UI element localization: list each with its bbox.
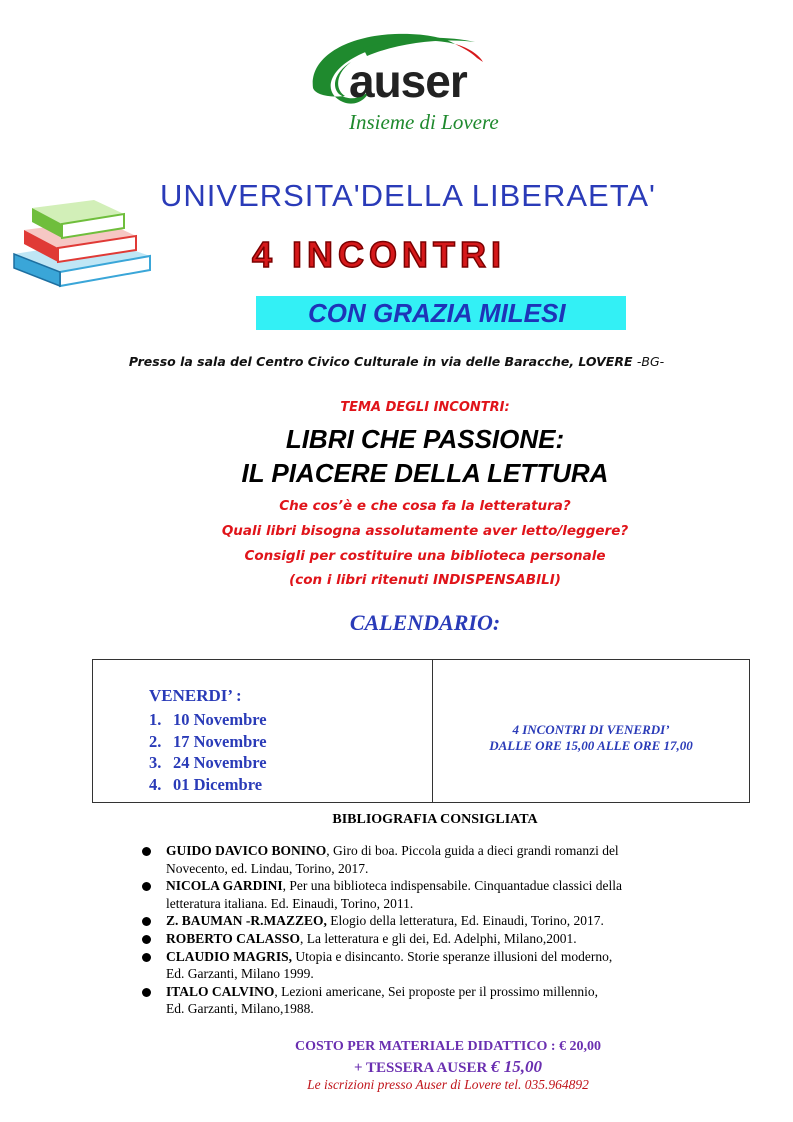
list-item: GUIDO DAVICO BONINO, Giro di boa. Piccola guida a dieci grandi romanzi del Novecento, ed. Lindau, Torino, 2017. bbox=[140, 842, 740, 877]
list-item: 2. 17 Novembre bbox=[149, 731, 267, 751]
theme-question: (con i libri ritenuti INDISPENSABILI) bbox=[289, 572, 561, 588]
bullet-icon bbox=[142, 953, 151, 962]
dates-list bbox=[149, 709, 267, 795]
theme-question: Consigli per costituire una biblioteca personale bbox=[244, 548, 606, 564]
day-label: VENERDI’ : bbox=[149, 686, 242, 705]
theme-question: Che cos’è e che cosa fa la letteratura? bbox=[279, 498, 571, 514]
page-title: UNIVERSITA'DELLA LIBERAETA' bbox=[160, 178, 656, 213]
list-item: 1. 10 Novembre bbox=[149, 710, 267, 729]
meetings-count-heading: 4 INCONTRI bbox=[252, 234, 507, 275]
list-item: ITALO CALVINO, Lezioni americane, Sei proposte per il prossimo millennio, Ed. Garzanti, Milano,1988. bbox=[140, 983, 740, 1018]
schedule-info bbox=[433, 722, 749, 754]
calendar-heading: CALENDARIO: bbox=[349, 610, 501, 635]
bullet-icon bbox=[142, 847, 151, 856]
membership-card-line bbox=[0, 1057, 793, 1077]
auser-logo bbox=[305, 28, 535, 138]
venue-text: Presso la sala del Centro Civico Culturale in via delle Baracche, LOVERE bbox=[128, 354, 633, 369]
bullet-icon bbox=[142, 917, 151, 926]
bullet-icon bbox=[142, 935, 151, 944]
bullet-icon bbox=[142, 882, 151, 891]
venue-line bbox=[0, 354, 793, 369]
theme-title-line2: IL PIACERE DELLA LETTURA bbox=[241, 458, 609, 488]
list-item: NICOLA GARDINI, Per una biblioteca indispensabile. Cinquantadue classici della letteratura italiana. Ed. Einaudi, Torino, 2011. bbox=[140, 877, 740, 912]
stack-of-books-icon bbox=[12, 198, 154, 306]
enrolment-contact: Le iscrizioni presso Auser di Lovere tel. 035.964892 bbox=[307, 1077, 589, 1092]
list-item: 3. 24 Novembre bbox=[149, 753, 267, 772]
theme-label: TEMA DEGLI INCONTRI: bbox=[340, 400, 510, 415]
bibliography-heading: BIBLIOGRAFIA CONSIGLIATA bbox=[332, 812, 538, 827]
bibliography-list bbox=[140, 842, 740, 1018]
bullet-icon bbox=[142, 988, 151, 997]
cost-line: COSTO PER MATERIALE DIDATTICO : € 20,00 bbox=[294, 1039, 602, 1054]
list-item: CLAUDIO MAGRIS, Utopia e disincanto. Storie speranze illusioni del moderno, Ed. Garzanti, Milano 1999. bbox=[140, 948, 740, 983]
logo-tagline: Insieme di Lovere bbox=[349, 110, 499, 134]
schedule-info-line2: DALLE ORE 15,00 ALLE ORE 17,00 bbox=[489, 738, 693, 753]
schedule-info-line1: 4 INCONTRI DI VENERDI’ bbox=[512, 722, 670, 737]
card-price: € 15,00 bbox=[491, 1057, 543, 1076]
venue-province: -BG- bbox=[636, 354, 665, 369]
list-item: ROBERTO CALASSO, La letteratura e gli dei, Ed. Adelphi, Milano,2001. bbox=[140, 930, 740, 948]
theme-question: Quali libri bisogna assolutamente aver letto/leggere? bbox=[221, 523, 629, 539]
speaker-heading: CON GRAZIA MILESI bbox=[308, 298, 566, 328]
list-item: Z. BAUMAN -R.MAZZEO, Elogio della letteratura, Ed. Einaudi, Torino, 2017. bbox=[140, 912, 740, 930]
list-item: 4. 01 Dicembre bbox=[149, 774, 263, 794]
card-label: + TESSERA AUSER bbox=[353, 1060, 488, 1076]
calendar-table bbox=[92, 659, 750, 803]
theme-title-line1: LIBRI CHE PASSIONE: bbox=[285, 424, 565, 454]
logo-wordmark: auser bbox=[349, 55, 467, 107]
